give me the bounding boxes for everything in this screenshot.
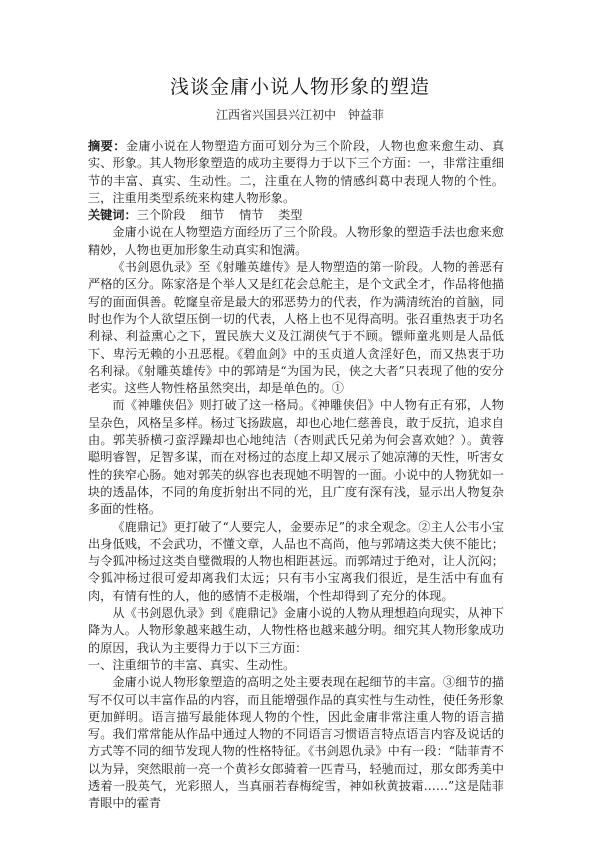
paragraph: 从《书剑恩仇录》到《鹿鼎记》金庸小说的人物从理想趋向现实，从神下降为人。人物形象越来越生动，人物性格也越来越分明。细究其人物形象成功的原因，我认为主要得力于以下三方面： (88, 606, 504, 655)
keywords-label: 关键词： (88, 208, 137, 223)
paragraph: 金庸小说人物形象塑造的高明之处主要表现在起细节的丰富。③细节的描写不仅可以丰富作品的内容，而且能增强作品的真实性与生动性，使任务形象更加鲜明。语言描写最能体现人物的个性，因此金庸非常注重人物的语言描写。我们常常能从作品中通过人物的不同语言习惯语言特点语言内容及说话的方式等不同的细节发现人物的性格特征。《书剑恩仇录》中有一段：“陆菲青不以为异，突然眼前一亮一个黄衫女郎骑着一匹青马，轻驰而过，那女郎秀美中透着一股英气，光彩照人，当真丽若春梅绽雪，神如秋黄披霜……”这是陆菲青眼中的霍青 (88, 675, 504, 811)
keyword-item: 情节 (239, 208, 264, 223)
author-line: 江西省兴国县兴江初中 钟益菲 (215, 108, 384, 122)
page-title: 浅谈金庸小说人物形象的塑造 (169, 76, 430, 98)
keywords (88, 207, 504, 224)
paragraph: 而《神雕侠侣》则打破了这一格局。《神雕侠侣》中人物有正有邪，人物呈杂色，风格呈多样。杨过飞扬跋扈，却也心地仁慈善良，敢于反抗，追求自由。郭芙骄横刁蛮浮躁却也心地纯洁（杏则武氏兄弟为何会喜欢她？）。黄蓉聪明睿智，足智多谋，而在对杨过的态度上却又展示了她凉薄的天性，听害女性的狭窄心肠。她对郭芙的纵容也表现她不明智的一面。小说中的人物犹如一块的透晶体，不同的角度折射出不同的光，且广度有深有浅，显示出人物复杂多面的性格。 (88, 398, 504, 517)
keyword-item: 细节 (200, 208, 225, 223)
abstract-label: 摘要： (88, 139, 126, 153)
section-heading: 一、注重细节的丰富、真实、生动性。 (88, 657, 296, 672)
paragraph: 《鹿鼎记》更打破了“人要完人，金要赤足”的求全观念。②主人公韦小宝出身低贱，不会武功，不懂文章，人品也不高尚，他与郭靖这类大侠不能比；与令狐冲杨过这类自璧微瑕的人物也相距甚远。而郭靖过于绝对，让人沉闷；令狐冲杨过很可爱却离我们太远；只有韦小宝离我们很近，是生活中有血有肉，有情有性的人，他的感情不走极端，个性却得到了充分的体现。 (88, 519, 504, 603)
keyword-item: 类型 (278, 208, 303, 223)
paragraph: 金庸小说在人物塑造方面经历了三个阶段。人物形象的塑造手法也愈来愈精妙，人物也更加形象生动真实和饱满。 (88, 225, 504, 257)
abstract-text: 金庸小说在人物塑造方面可划分为三个阶段，人物也愈来愈生动、真实、形象。其人物形象塑造的成功主要得力于以下三个方面：一，非常注重细节的丰富、真实、生动性。二，注重在人物的情感纠葛中表现人物的个性。三，注重用类型系统来构建人物形象。 (88, 139, 505, 205)
body-text (88, 138, 504, 813)
keyword-item: 三个阶段 (136, 208, 186, 223)
abstract (88, 138, 504, 207)
paragraph: 《书剑恩仇录》至《射雕英雄传》是人物塑造的第一阶段。人物的善恶有严格的区分。陈家洛是个举人又是红花会总舵主，是个文武全才，作品将他描写的面面俱善。乾窿皇帝是最大的邪恶势力的代表，作为满清统治的首脑，同时也作为个人欲望压倒一切的代表，人格上也不见得高明。张召重热衷于功名利禄、利益熏心之下，置民族大义及江湖侠气于不顾。镖师童兆则是人品低下、卑污无赖的小丑恶棍。《碧血剑》中的玉贞道人贪淫好色，而又热衷于功名利禄。《射雕英雄传》中的郭靖是“为国为民，侠之大者”只表现了他的安分老实。这些人物性格虽然突出，却是单色的。① (88, 260, 504, 396)
